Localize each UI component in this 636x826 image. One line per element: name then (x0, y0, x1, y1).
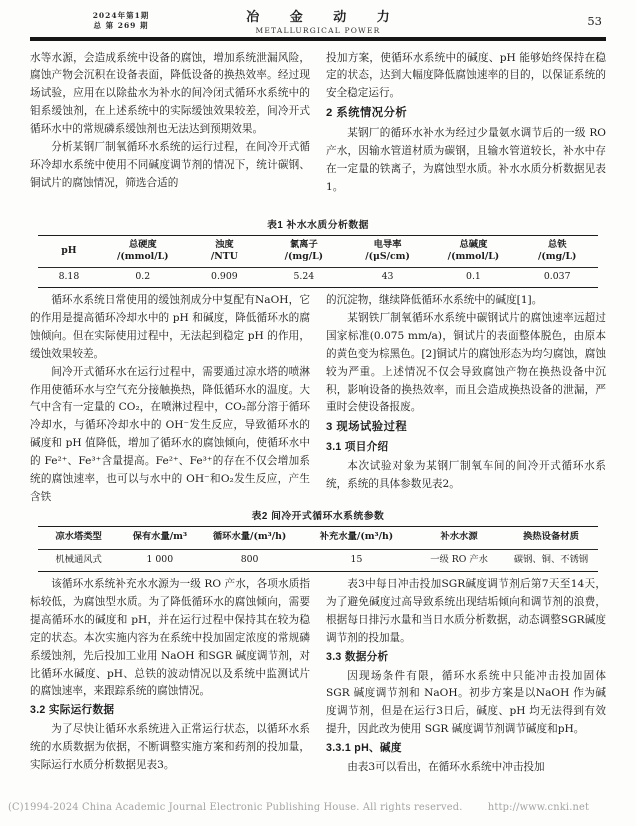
table-cell: 保有水量/m³ (132, 531, 188, 542)
table1-header-row (38, 236, 598, 268)
table-header-cell: 浊度 /NTU (210, 238, 238, 262)
table-cell: 机械通风式 (55, 553, 102, 565)
table-header-cell: pH (61, 244, 77, 256)
table2-header-row (38, 527, 598, 550)
issue-line1: 2024年第1期 (92, 11, 150, 20)
table-cell: 碳钢、铜、不锈钢 (513, 553, 589, 565)
table2-data-row (38, 550, 598, 572)
table1 (38, 235, 598, 289)
paragraph: 投加方案，使循环水系统中的碱度、pH 能够始终保持在稳定的状态，达到大幅度降低腐蚀速率的目的，以保证系统的安全稳定运行。 (326, 51, 606, 100)
table-cell: 15 (350, 553, 363, 565)
table-cell: 循环水量/(m³/h) (212, 531, 287, 542)
page-footer (8, 802, 628, 813)
table-cell: 5.24 (293, 270, 315, 282)
table-header-cell: 总碱度 /(mmol/L) (447, 238, 500, 262)
right-column-bottom (326, 576, 606, 780)
table-cell: 补水水源 (440, 531, 478, 542)
right-column-top (326, 50, 606, 213)
table1-data-row (38, 268, 598, 288)
paragraph: 表3中每日冲击投加SGR碱度调节剂后第7天至14天，为了避免碱度过高导致系统出现结垢倾向和调节剂的浪费，根据每日排污水量和当日水质分析数据，动态调整SGR碱度调节剂的投加量。 (326, 578, 606, 644)
right-column-middle (326, 292, 606, 504)
table-cell: 0.1 (466, 270, 481, 282)
table2-block (38, 508, 598, 572)
page-header (30, 7, 606, 34)
paragraph: 循环水系统日常使用的缓蚀剂成分中复配有NaOH，它的作用是提高循环冷却水中的 pH 和碱度，降低循环水的腐蚀倾向。但在实际使用过程中，无法起到稳定 pH 的作用，缓蚀效果较差。 (30, 294, 310, 360)
journal-title-cn: 冶 金 动 力 (246, 10, 403, 25)
paragraph: 为了尽快让循环水系统进入正常运行状态，以循环水系统的水质数据为依据，不断调整实施方案和药剂的投加量，实际运行水质分析数据见表3。 (30, 723, 310, 772)
paragraph: 水等水源，会造成系统中设备的腐蚀，增加系统泄漏风险，腐蚀产物会沉积在设备表面，降低设备的换热效率。经过现场试验，应用在以除盐水为补水的间冷闭式循环水系统中的钼系缓蚀剂，在上述系统中的实际缓蚀效果较差，间冷开式循环水中的常规磷系缓蚀剂也无法达到预期效果。 (30, 51, 310, 136)
body-row-top (30, 50, 606, 213)
paragraph: 因现场条件有限，循环水系统中只能冲击投加固体 SGR 碱度调节剂和 NaOH。初步方案是以NaOH 作为碱度调节剂，但是在运行3日后，碱度、pH 均无法得到有效提升，因此改为使用 SGR 碱度调节剂调节碱度和pH。 (326, 669, 606, 736)
left-column-middle (30, 292, 310, 504)
header-rule (30, 37, 606, 41)
table2 (38, 526, 598, 572)
cnki-url: http://www.cnki.net (487, 802, 590, 813)
table-header-cell: 总硬度 /(mmol/L) (117, 238, 169, 262)
paragraph: 由表3可以看出，在循环水系统中冲击投加 (347, 761, 545, 774)
issue-line2: 总 第 269 期 (93, 20, 149, 30)
table2-title: 表2 间冷开式循环水系统参数 (251, 511, 385, 522)
paragraph: 某钢厂的循环水补水为经过少量氨水调节后的一级 RO 产水，因输水管道材质为碳钢，且输水管道较长，补水中存在一定量的铁离子，为腐蚀型水质。补水水质分析数据见表1。 (326, 127, 606, 193)
table1-block (38, 217, 598, 289)
table-cell: 0.909 (211, 270, 238, 282)
table-cell: 43 (381, 270, 394, 282)
left-column-top (30, 50, 310, 213)
issue-info (30, 11, 160, 30)
table-header-cell: 氯离子 /(mg/L) (284, 238, 324, 262)
section-heading: 3.3.1 pH、碱度 (326, 742, 402, 755)
paragraph: 某钢铁厂制氧循环水系统中碳钢试片的腐蚀速率远超过国家标准(0.075 mm/a)，铜试片的表面整体脱色，由原本的黄色变为棕黑色。[2]铜试片的腐蚀形态为均匀腐蚀，腐蚀较为严重。上述情况不仅会导致腐蚀产物在换热设备中沉积，影响设备的换热效率，而且会造成换热设备的泄漏，严重时会使设备报废。 (326, 311, 606, 414)
section-heading: 3.1 项目介绍 (326, 441, 389, 454)
table-header-cell: 电导率 /(μS/cm) (365, 238, 410, 262)
table-header-cell: 总铁 /(mg/L) (537, 238, 577, 262)
table1-title: 表1 补水水质分析数据 (267, 219, 369, 231)
table-cell: 凉水塔类型 (55, 531, 102, 542)
table-cell: 补充水量/(m³/h) (319, 531, 394, 542)
copyright-text: (C)1994-2024 China Academic Journal Electronic Publishing House. All rights reserved. (8, 802, 463, 813)
section-heading: 2 系统情况分析 (326, 107, 408, 120)
table-cell: 一级 RO 产水 (430, 553, 488, 565)
paragraph: 该循环水系统补充水水源为一级 RO 产水，各项水质指标较低，为腐蚀型水质。为了降低循环水的腐蚀倾向，需要提高循环水的碱度和 pH，并在运行过程中保持其在较为稳定的状态。本次实施内容为在系统中投加固定浓度的常规磷系缓蚀剂，先后投加工业用 NaOH 和SGR 碱度调节剂，对比循环水碱度、pH、总铁的波动情况以及系统中监测试片的腐蚀速率，来跟踪系统的腐蚀情况。 (30, 578, 310, 698)
table-cell: 8.18 (58, 270, 80, 282)
paragraph: 分析某钢厂制氧循环水系统的运行过程，在间冷开式循环冷却水系统中使用不同碱度调节剂的情况下，统计碳钢、铜试片的腐蚀情况，筛选合适的 (30, 141, 310, 189)
table-cell: 1 000 (146, 553, 174, 565)
paragraph: 本次试验对象为某钢厂制氧车间的间冷开式循环水系统，系统的具体参数见表2。 (326, 460, 606, 491)
journal-title-en: METALLURGICAL POWER (255, 26, 381, 35)
body-row-middle (30, 292, 606, 504)
section-heading: 3 现场试验过程 (326, 421, 408, 434)
table-cell: 0.2 (135, 270, 151, 282)
paragraph: 间冷开式循环水在运行过程中，需要通过凉水塔的喷淋作用使循环水与空气充分接触换热，降低循环水的温度。大气中含有一定量的 CO₂，在喷淋过程中，CO₂部分溶于循环冷却水，与循环冷却水中的 OH⁻发生反应，导致循环水的碱度和 pH 值降低，增加了循环水的腐蚀倾向，使循环水中的 Fe²⁺、Fe³⁺含量提高。Fe²⁺、Fe³⁺的存在不仅会增加系统的腐蚀速率，也可以与水中的 OH⁻和O₂发生反应，产生含铁 (30, 365, 310, 503)
body-row-bottom (30, 576, 606, 780)
paragraph: 的沉淀物，继续降低循环水系统中的碱度[1]。 (326, 294, 543, 306)
left-column-bottom (30, 576, 310, 780)
table-cell: 800 (240, 553, 259, 565)
table-cell: 0.037 (543, 270, 571, 282)
page-number: 53 (587, 13, 602, 28)
section-heading: 3.3 数据分析 (326, 650, 389, 663)
section-heading: 3.2 实际运行数据 (30, 704, 115, 717)
table-cell: 换热设备材质 (523, 531, 579, 542)
journal-title-block (160, 6, 476, 35)
